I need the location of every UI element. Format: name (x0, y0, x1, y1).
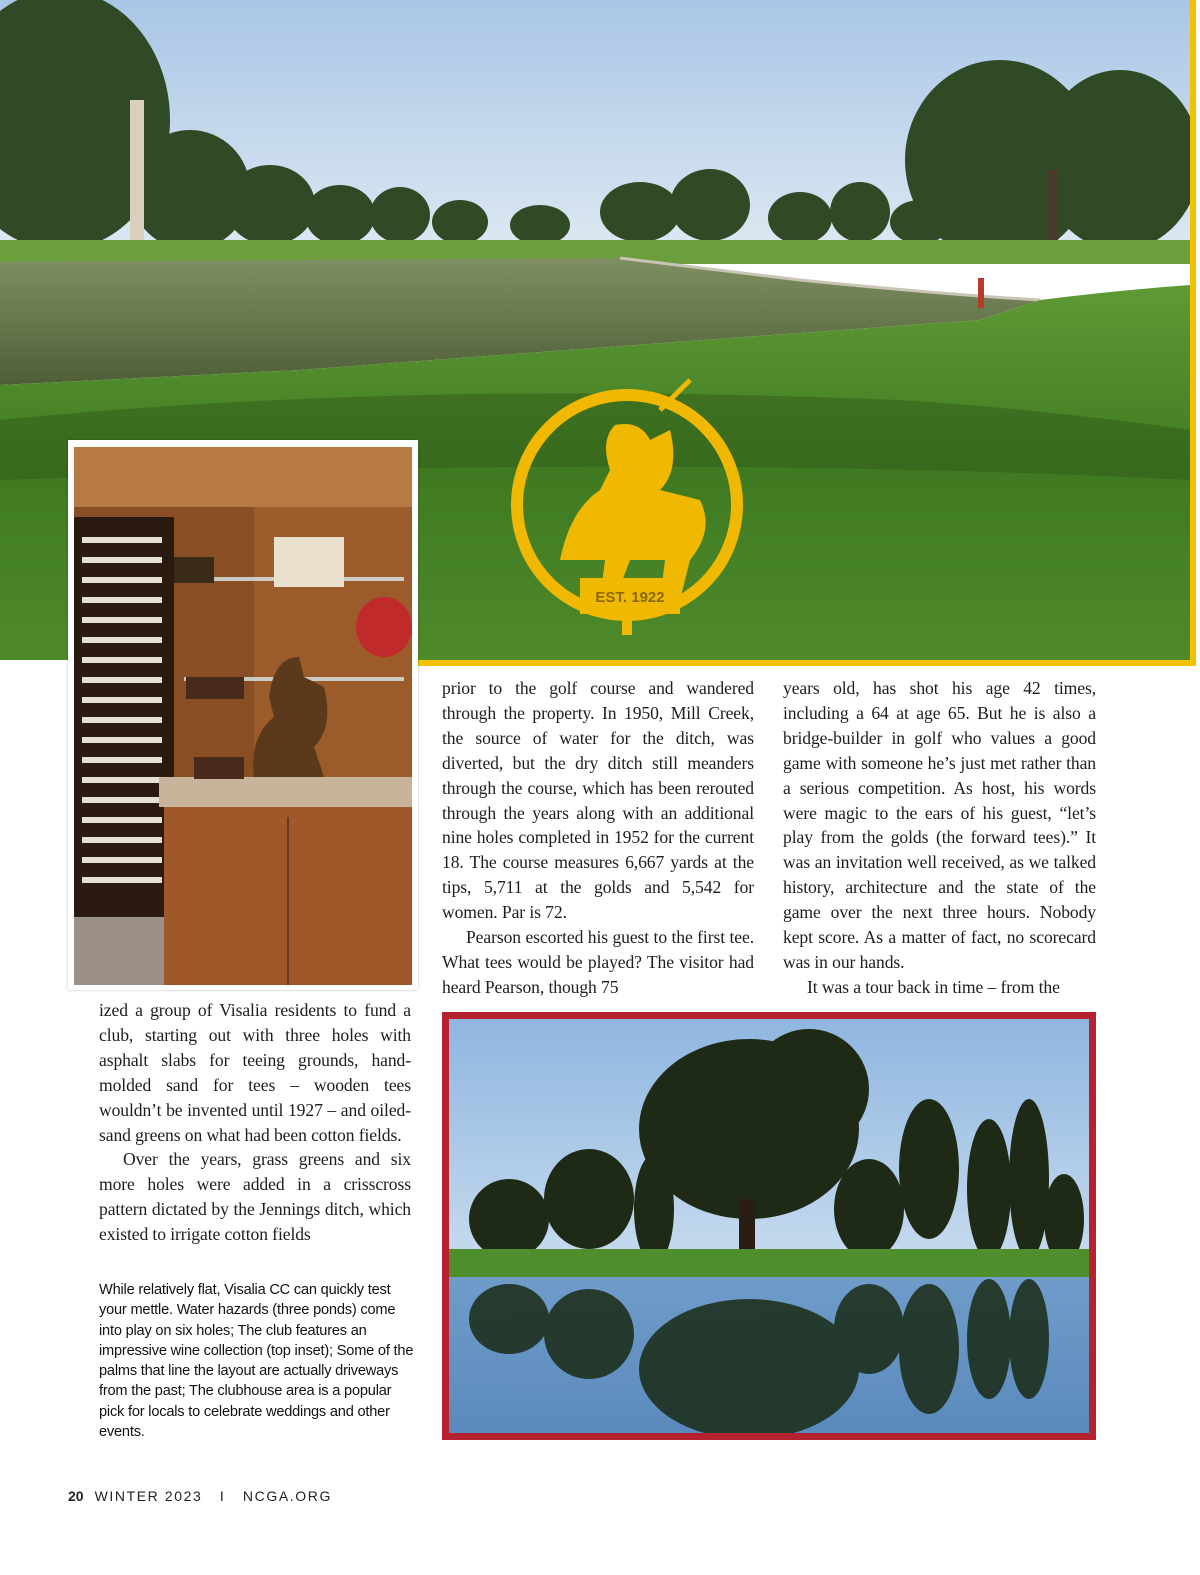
article-column-middle (442, 676, 754, 1000)
article-paragraph: ized a group of Visalia residents to fund a club, starting out with three holes with asphalt slabs for teeing grounds, hand-molded sand for tees – wooden tees wouldn’t be invented until 1927 – and oiled-sand greens on what had been cotton fields. (99, 1000, 411, 1145)
photo-caption: While relatively flat, Visalia CC can quickly test your mettle. Water hazards (three ponds) come into play on six holes; The club features an impressive wine collection (top inset); Some of the palms that line the layout are actually driveways from the past; The clubhouse area is a popular pick for locals to celebrate weddings and other events. (99, 1282, 414, 1441)
footer-separator: I (219, 1488, 226, 1504)
article-paragraph: Pearson escorted his guest to the first tee. What tees would be played? The visitor had heard Pearson, though 75 (442, 927, 754, 997)
issue-label: WINTER 2023 (94, 1488, 203, 1504)
page-footer (68, 1488, 332, 1504)
article-column-left (99, 998, 411, 1247)
article-column-right (783, 676, 1096, 1000)
oak-trees-pond-photo (449, 1019, 1089, 1433)
wine-cellar-photo (74, 447, 412, 985)
article-paragraph: years old, has shot his age 42 times, including a 64 at age 65. But he is also a bridge-builder in golf who values a good game with someone he’s just met rather than a serious competition. As host, his words were magic to the ears of his guest, “let’s play from the golds (the forward tees).” It was an invitation well received, as we talked history, architecture and the state of the game over the next three hours. Nobody kept score. As a matter of fact, no scorecard was in our hands. (783, 678, 1096, 972)
hero-border-right (1190, 0, 1196, 666)
pond-photo-frame (442, 1012, 1096, 1440)
svg-text:EST. 1922: EST. 1922 (595, 589, 665, 606)
hero-border-bottom (418, 660, 1196, 666)
article-paragraph: prior to the golf course and wandered through the property. In 1950, Mill Creek, the source of water for the ditch, was diverted, but the dry ditch still meanders through the course, which has been rerouted through the years along with an additional nine holes completed in 1952 for the current 18. The course measures 6,667 yards at the tips, 5,711 at the golds and 5,542 for women. Par is 72. (442, 678, 754, 923)
article-paragraph: It was a tour back in time – from the (807, 976, 1060, 997)
site-link[interactable]: NCGA.ORG (242, 1488, 332, 1504)
page-number: 20 (68, 1488, 84, 1504)
article-paragraph: Over the years, grass greens and six more holes were added in a crisscross pattern dictated by the Jennings ditch, which existed to irrigate cotton fields (99, 1149, 411, 1245)
wine-collection-inset-photo (68, 440, 418, 990)
